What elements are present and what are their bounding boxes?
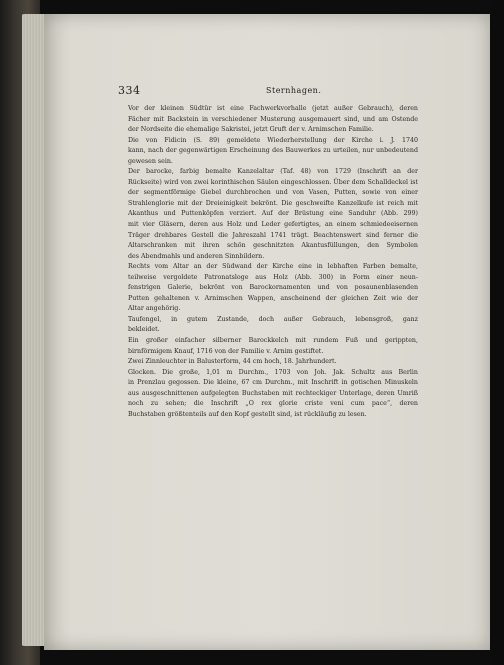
text-line: Träger drehbares Gestell die Jahreszahl 1741 trägt. Beachtenswert sind ferner die	[128, 231, 418, 239]
text-line: Rückseite) wird von zwei korinthischen Säulen eingeschlossen. Über dem Schalldeckel ist	[128, 178, 418, 186]
text-line: mit vier Gläsern, deren aus Holz und Leder gefertigtes, an einem schmiedeeisernen	[128, 221, 418, 229]
text-line: teilweise vergoldete Patronatsloge aus Holz (Abb. 300) in Form einer neun-	[128, 273, 418, 281]
paragraph	[118, 136, 418, 168]
text-line: Akanthus und Puttenköpfen verziert. Auf der Brüstung eine Sanduhr (Abb. 299)	[128, 210, 418, 218]
text-line: Ein großer einfacher silberner Barockkelch mit rundem Fuß und gerippten,	[128, 337, 418, 345]
text-line: Vor der kleinen Südtür ist eine Fachwerkvorhalle (jetzt außer Gebrauch), deren	[128, 105, 418, 112]
text-line: Buchstaben größtenteils auf den Kopf gestellt sind, ist rückläufig zu lesen.	[128, 410, 367, 418]
text-line: der segmentförmige Giebel durchbrochen und von Vasen, Putten, sowie von einer	[128, 189, 418, 197]
text-line: Strahlenglorie mit der Dreieinigkeit bekrönt. Die geschweifte Kanzelkufe ist reich mit	[128, 199, 418, 207]
text-line: Putten gehaltenen v. Arnimschen Wappen, anscheinend der gleichen Zeit wie der	[128, 294, 418, 302]
paragraph	[118, 368, 418, 421]
text-line: Fächer mit Backstein in verschiedener Musterung ausgemauert sind, und am Ostende	[128, 115, 418, 123]
text-line: in Prenzlau gegossen. Die kleine, 67 cm Durchm., mit Inschrift in gotischen Minuskeln	[128, 379, 418, 387]
paragraph	[118, 336, 418, 357]
text-line: Rechts vom Altar an der Südwand der Kirche eine in lebhaften Farben bemalte,	[128, 263, 418, 271]
text-line: Die von Fidicin (S. 89) gemeldete Wiederherstellung der Kirche i. J. 1740	[128, 136, 418, 144]
text-line: fenstrigen Galerie, bekrönt von Barockornamenten und von posaunenblasenden	[128, 284, 418, 292]
text-line: Zwei Zinnleuchter in Balusterform, 44 cm hoch, 18. Jahrhundert.	[128, 358, 337, 366]
text-line: der Nordseite die ehemalige Sakristei, jetzt Gruft der v. Arnimschen Familie.	[128, 126, 374, 134]
paragraph	[118, 167, 418, 262]
body-text	[118, 104, 418, 420]
text-line: noch zu sehen; die Inschrift „O rex glorie criste veni cum pace“, deren	[128, 400, 418, 408]
text-line: aus ausgeschnittenen aufgelegten Buchstaben mit rechteckiger Unterlage, deren Umriß	[128, 389, 418, 397]
paragraph	[118, 315, 418, 336]
running-title: Sternhagen.	[266, 86, 322, 95]
paragraph	[118, 104, 418, 136]
text-line: Glocken. Die große, 1,01 m Durchm., 1703 von Joh. Jak. Schultz aus Berlin	[128, 368, 418, 376]
page-number: 334	[118, 84, 141, 97]
text-line: bekleidet.	[128, 326, 160, 334]
text-line: Der barocke, farbig bemalte Kanzelaltar (Taf. 48) von 1729 (Inschrift an der	[128, 168, 418, 176]
text-line: birnförmigem Knauf, 1716 von der Familie v. Arnim gestiftet.	[128, 347, 324, 355]
text-line: Altar angehörig.	[128, 305, 181, 313]
page-header	[118, 84, 438, 98]
background-strip	[490, 0, 504, 665]
text-line: kann, nach der gegenwärtigen Erscheinung des Bauwerkes zu urteilen, nur unbedeutend	[128, 147, 418, 155]
text-line: Altarschranken mit ihren schön geschnitzten Akantusfüllungen, den Symbolen	[128, 242, 418, 250]
text-line: gewesen sein.	[128, 157, 173, 165]
paragraph	[118, 357, 418, 368]
paragraph	[118, 262, 418, 315]
text-line: des Abendmahls und anderen Sinnbildern.	[128, 252, 265, 260]
text-line: Taufengel, in gutem Zustande, doch außer Gebrauch, lebensgroß, ganz	[128, 315, 418, 323]
